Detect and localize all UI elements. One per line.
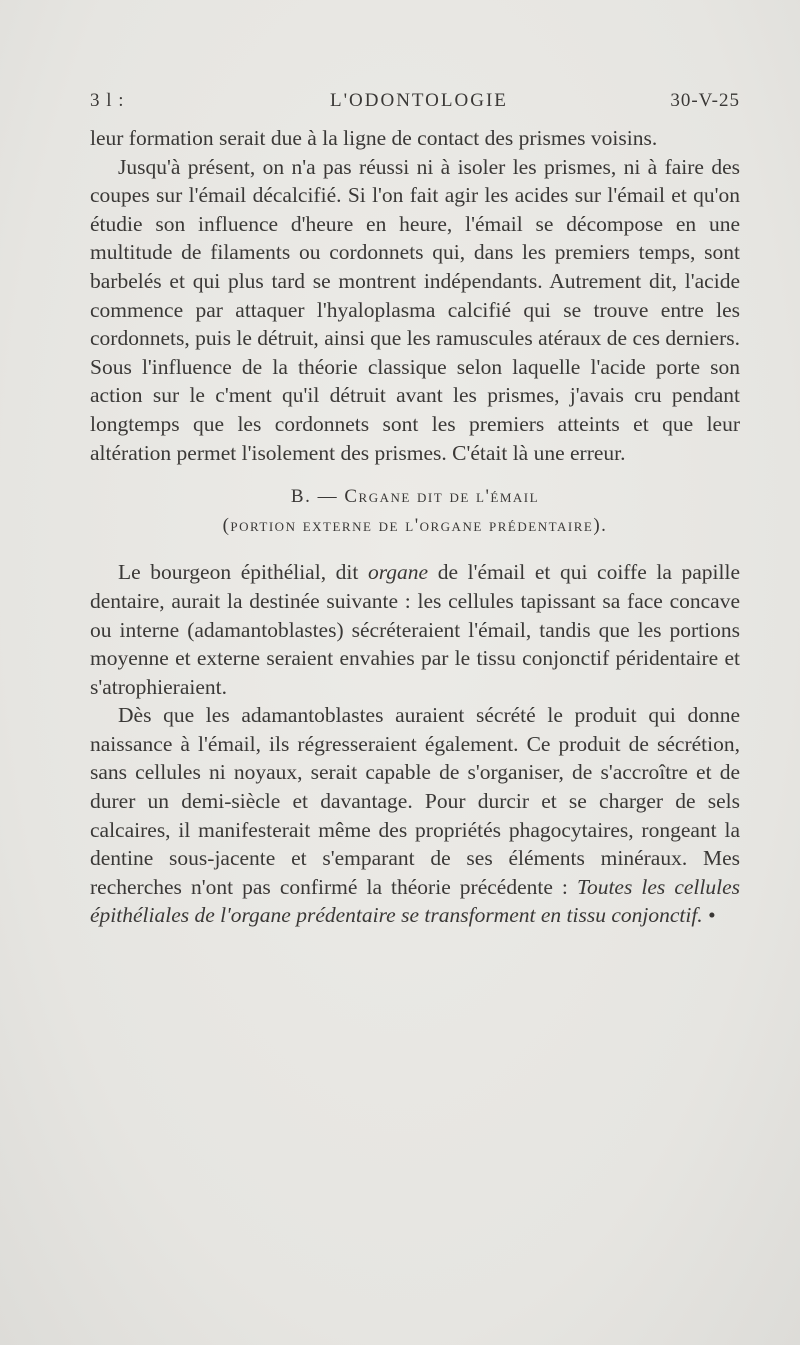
- body-text: [90, 124, 740, 930]
- end-mark: •: [708, 903, 716, 928]
- section-subheading: (portion externe de l'organe prédentaire).: [222, 514, 608, 536]
- paragraph-adamantoblastes: [90, 701, 740, 930]
- paragraph-adamantoblastes-text: Dès que les adamantoblastes auraient sécrété le produit qui donne naissance à l'émail, ils régresseraient également. Ce produit de sécrétion, sans cellules ni noyaux, serait capable de s'organiser, de s'accroître et de durer un demi-siècle et davantage. Pour durcir et se charger de sels calcaires, il manifesterait même des propriétés phagocytaires, rongeant la dentine sous-jacente et s'emparant de ses éléments minéraux. Mes recherches n'ont pas confirmé la théorie précédente :: [90, 703, 740, 899]
- italic-conclusion: Toutes les cellules épithéliales de l'organe prédentaire se transforment en tissu conjonctif.: [90, 874, 740, 928]
- paragraph-bourgeon-text-a: Le bourgeon épithélial, dit: [118, 560, 368, 585]
- italic-organe: organe: [367, 560, 429, 585]
- page-number: 3 l :: [90, 90, 125, 111]
- section-heading: B. — Crgane dit de l'émail: [290, 486, 540, 508]
- paragraph-continued: leur formation serait due à la ligne de contact des prismes voisins.: [90, 126, 658, 150]
- paragraph-bourgeon: [90, 558, 740, 701]
- issue-date: 30-V-25: [670, 90, 740, 111]
- paragraph-bourgeon-text-b: de l'émail et qui coiffe la papille dentaire, aurait la destinée suivante : les cellules tapissant sa face concave ou interne (adamantoblastes) sécréteraient l'émail, tandis que les portions moyenne et externe seraient envahies par le tissu conjonctif péridentaire et s'atrophieraient.: [90, 560, 740, 699]
- journal-title: L'ODONTOLOGIE: [330, 90, 508, 111]
- running-head: [90, 90, 740, 118]
- paragraph-acid-experiment: Jusqu'à présent, on n'a pas réussi ni à isoler les prismes, ni à faire des coupes sur l'émail décalcifié. Si l'on fait agir les acides sur l'émail et qu'on étudie son influence d'heure en heure, l'émail se décompose en une multitude de filaments ou cordonnets qui, dans les premiers temps, sont barbelés et qui plus tard se montrent indépendants. Autrement dit, l'acide commence par attaquer l'hyaloplasma calcifié qui se trouve entre les cordonnets, puis le détruit, ainsi que les ramuscules atéraux de ces derniers. Sous l'influence de la théorie classique selon laquelle l'acide porte son action sur le c'ment qu'il détruit avant les prismes, j'avais cru pendant longtemps que les cordonnets sont les premiers atteints et que leur altération permet l'isolement des prismes. C'était là une erreur.: [90, 154, 740, 465]
